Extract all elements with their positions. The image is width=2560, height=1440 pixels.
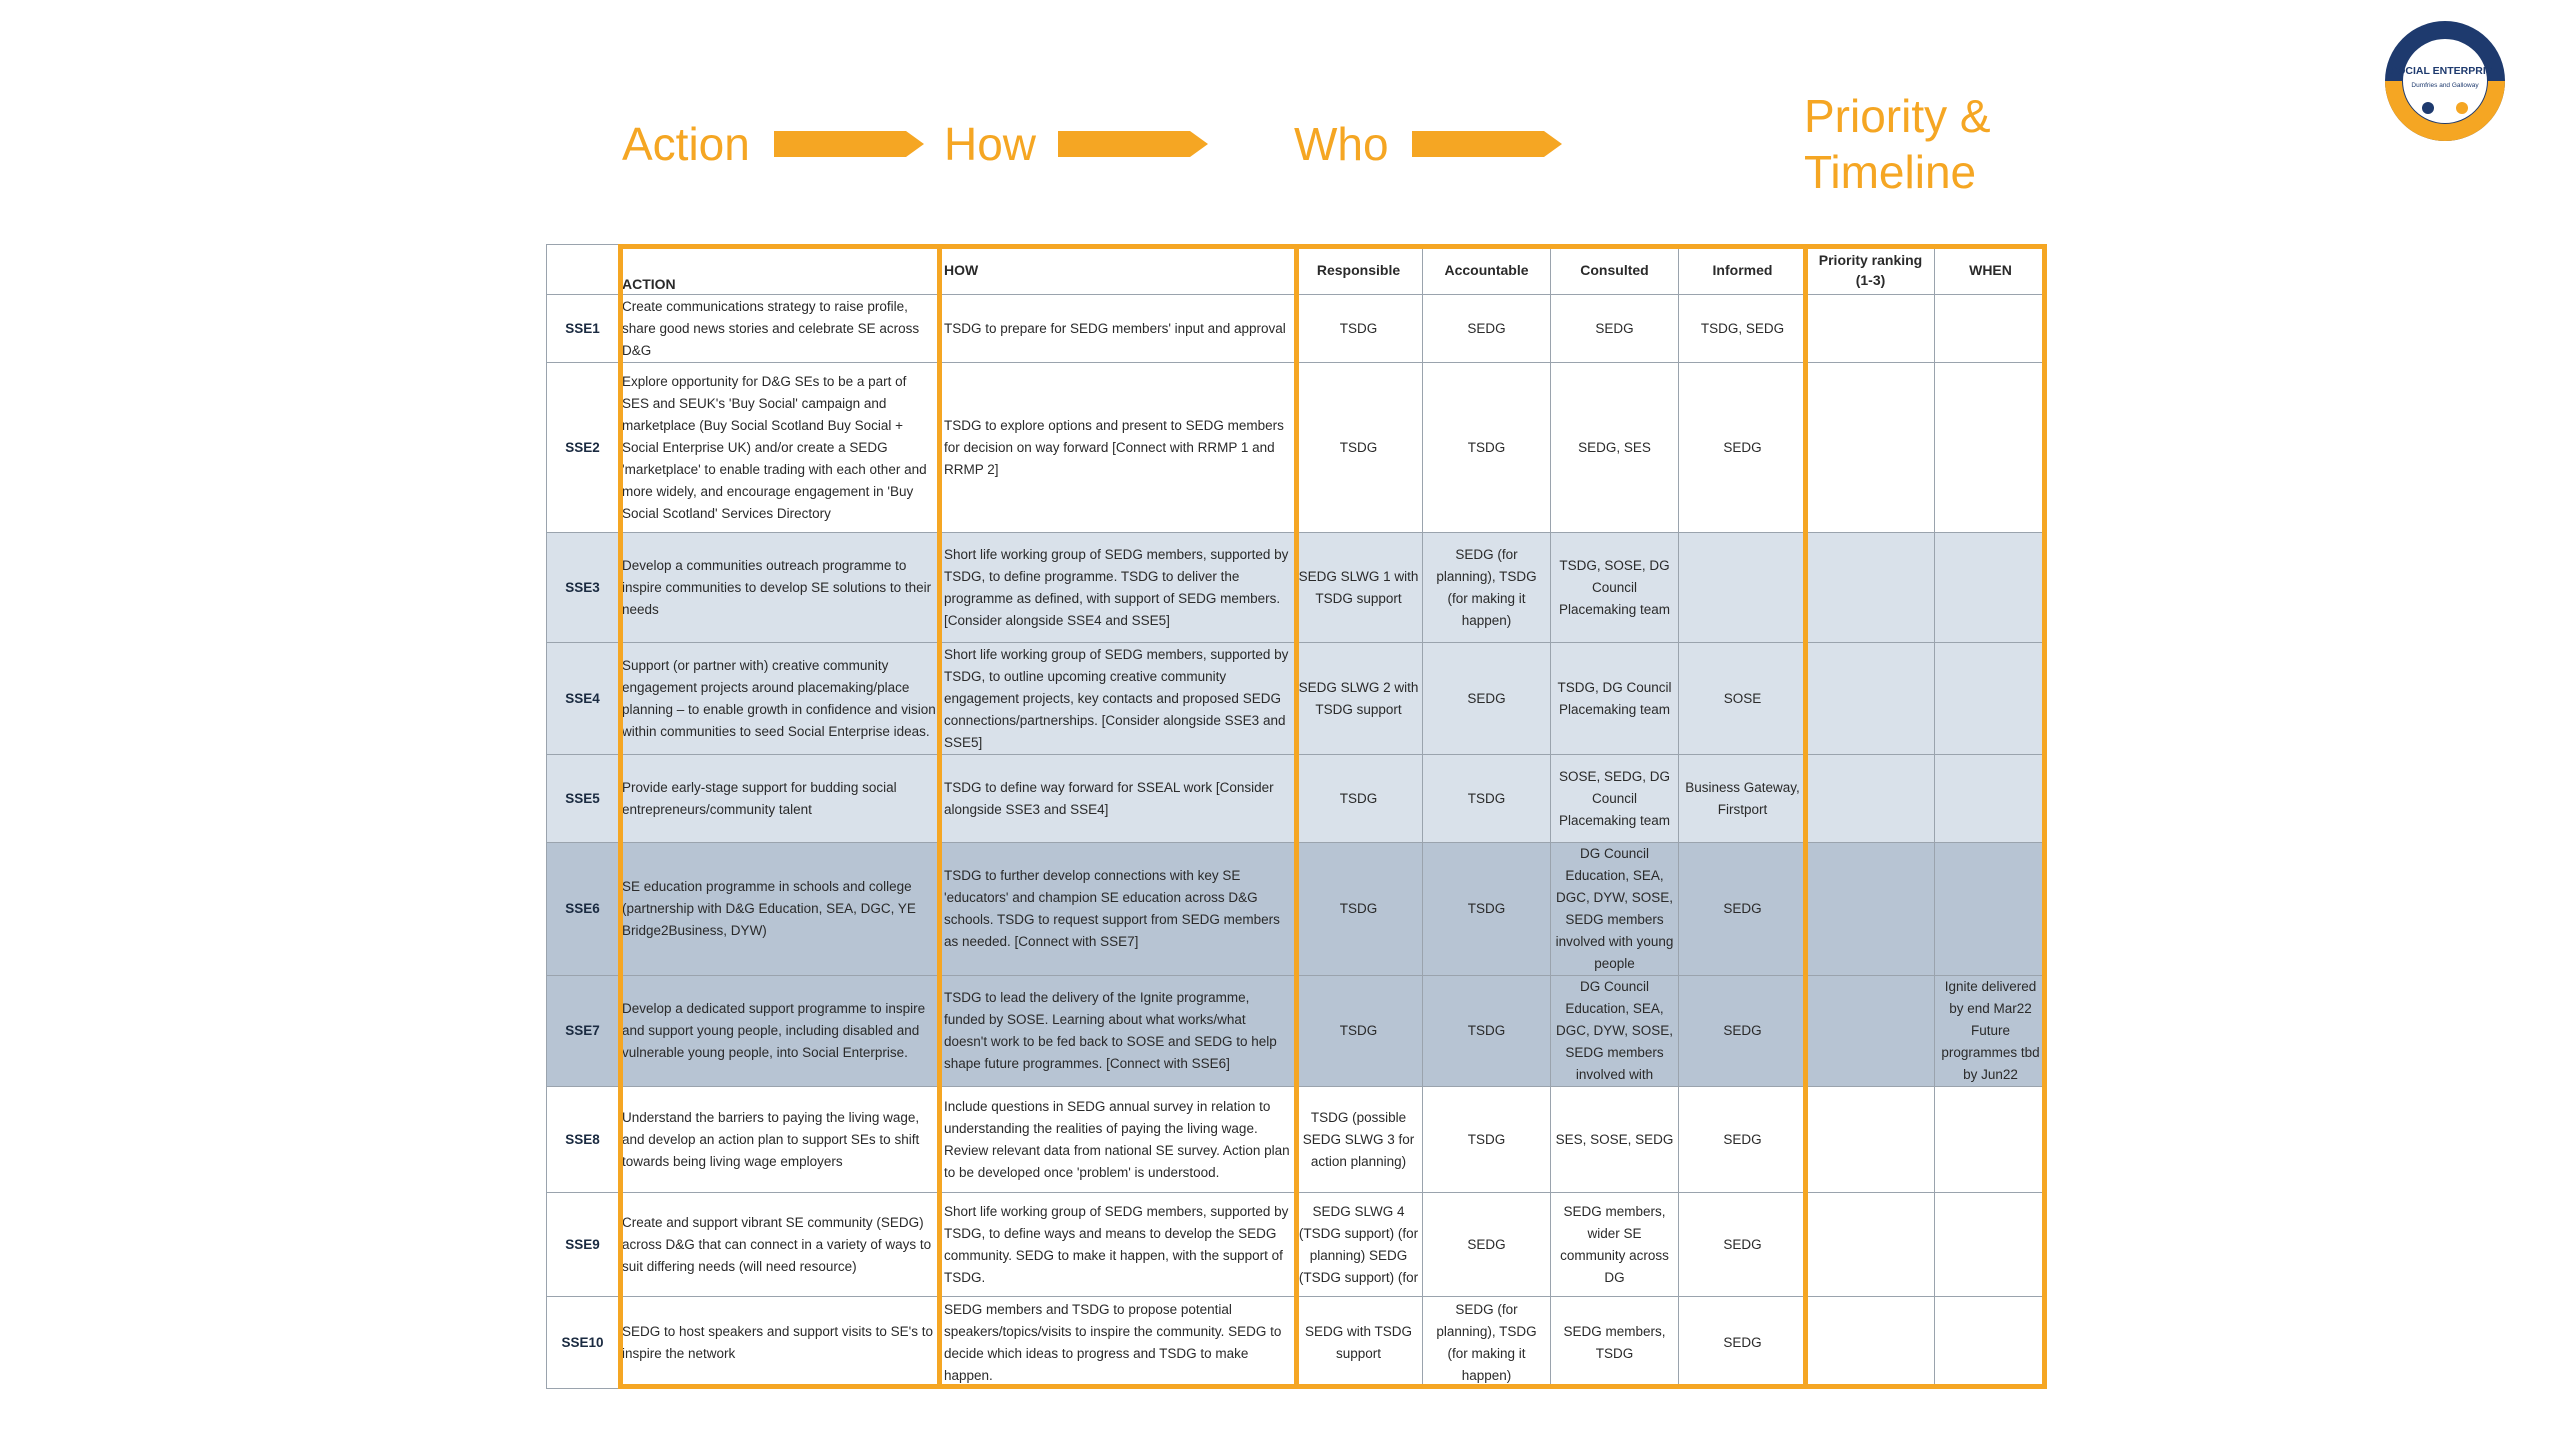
consulted-cell: DG Council Education, SEA, DGC, DYW, SOSE, SEDG members involved with xyxy=(1551,976,1679,1087)
how-cell: SEDG members and TSDG to propose potential speakers/topics/visits to inspire the community. SEDG to decide which ideas to progress and TSDG to make happen. xyxy=(941,1297,1295,1389)
table-row xyxy=(547,976,2047,1087)
responsible-cell: TSDG xyxy=(1295,363,1423,533)
row-id: SSE2 xyxy=(547,363,619,533)
when-cell xyxy=(1935,1193,2047,1297)
responsible-cell: SEDG SLWG 1 with TSDG support xyxy=(1295,533,1423,643)
when-cell xyxy=(1935,295,2047,363)
when-cell xyxy=(1935,755,2047,843)
priority-cell xyxy=(1807,363,1935,533)
col-header-priority: Priority ranking (1-3) xyxy=(1807,245,1935,295)
accountable-cell: SEDG (for planning), TSDG (for making it happen) xyxy=(1423,1297,1551,1389)
action-plan-table xyxy=(546,244,2047,1389)
table-row xyxy=(547,1193,2047,1297)
responsible-cell: TSDG (possible SEDG SLWG 3 for action planning) xyxy=(1295,1087,1423,1193)
row-id: SSE10 xyxy=(547,1297,619,1389)
table-header-row xyxy=(547,245,2047,295)
accountable-cell: SEDG xyxy=(1423,643,1551,755)
arrow-right-icon xyxy=(1058,127,1210,161)
table-row xyxy=(547,843,2047,976)
table-row xyxy=(547,363,2047,533)
how-cell: Short life working group of SEDG members, supported by TSDG, to outline upcoming creative community engagement projects, key contacts and proposed SEDG connections/partnerships. [Consider alongside SSE3 and SSE5] xyxy=(941,643,1295,755)
consulted-cell: SOSE, SEDG, DG Council Placemaking team xyxy=(1551,755,1679,843)
action-cell: Support (or partner with) creative community engagement projects around placemaking/place planning – to enable growth in confidence and vision within communities to seed Social Enterprise ideas. xyxy=(619,643,941,755)
informed-cell: Business Gateway, Firstport xyxy=(1679,755,1807,843)
row-id: SSE9 xyxy=(547,1193,619,1297)
informed-cell: SEDG xyxy=(1679,976,1807,1087)
col-header-consulted: Consulted xyxy=(1551,245,1679,295)
col-header-accountable: Accountable xyxy=(1423,245,1551,295)
consulted-cell: SES, SOSE, SEDG xyxy=(1551,1087,1679,1193)
action-cell: SE education programme in schools and college (partnership with D&G Education, SEA, DGC, YE Bridge2Business, DYW) xyxy=(619,843,941,976)
row-id: SSE6 xyxy=(547,843,619,976)
priority-cell xyxy=(1807,533,1935,643)
informed-cell: TSDG, SEDG xyxy=(1679,295,1807,363)
informed-cell: SEDG xyxy=(1679,843,1807,976)
table-row xyxy=(547,295,2047,363)
col-header-informed: Informed xyxy=(1679,245,1807,295)
logo-text-line1: SOCIAL ENTERPRISE xyxy=(2390,65,2500,77)
how-cell: Include questions in SEDG annual survey in relation to understanding the realities of paying the living wage. Review relevant data from national SE survey. Action plan to be developed once 'problem' is understood. xyxy=(941,1087,1295,1193)
accountable-cell: SEDG xyxy=(1423,1193,1551,1297)
row-id: SSE7 xyxy=(547,976,619,1087)
table-row xyxy=(547,1087,2047,1193)
row-id: SSE1 xyxy=(547,295,619,363)
priority-cell xyxy=(1807,976,1935,1087)
row-id: SSE4 xyxy=(547,643,619,755)
informed-cell: SEDG xyxy=(1679,363,1807,533)
accountable-cell: TSDG xyxy=(1423,1087,1551,1193)
header-priority-line2: Timeline xyxy=(1804,146,1977,198)
accountable-cell: TSDG xyxy=(1423,843,1551,976)
action-cell: Explore opportunity for D&G SEs to be a part of SES and SEUK's 'Buy Social' campaign and marketplace (Buy Social Scotland Buy Social + Social Enterprise UK) and/or create a SEDG 'marketplace' to enable trading with each other and more widely, and encourage engagement in 'Buy Social Scotland' Services Directory xyxy=(619,363,941,533)
priority-cell xyxy=(1807,1087,1935,1193)
responsible-cell: TSDG xyxy=(1295,295,1423,363)
when-cell xyxy=(1935,533,2047,643)
informed-cell: SEDG xyxy=(1679,1297,1807,1389)
social-enterprise-logo xyxy=(2380,16,2510,146)
header-who: Who xyxy=(1294,118,1389,170)
responsible-cell: SEDG SLWG 2 with TSDG support xyxy=(1295,643,1423,755)
consulted-cell: SEDG members, TSDG xyxy=(1551,1297,1679,1389)
accountable-cell: SEDG xyxy=(1423,295,1551,363)
logo-text-line2: Dumfries and Galloway xyxy=(2411,82,2479,89)
how-cell: Short life working group of SEDG members, supported by TSDG, to define programme. TSDG to deliver the programme as defined, with support of SEDG members. [Consider alongside SSE4 and SSE5] xyxy=(941,533,1295,643)
table-row xyxy=(547,643,2047,755)
action-cell: Develop a communities outreach programme to inspire communities to develop SE solutions to their needs xyxy=(619,533,941,643)
accountable-cell: TSDG xyxy=(1423,976,1551,1087)
consulted-cell: SEDG xyxy=(1551,295,1679,363)
col-header-responsible: Responsible xyxy=(1295,245,1423,295)
when-cell xyxy=(1935,643,2047,755)
priority-cell xyxy=(1807,1297,1935,1389)
row-id: SSE5 xyxy=(547,755,619,843)
responsible-cell: SEDG SLWG 4 (TSDG support) (for planning) SEDG (TSDG support) (for xyxy=(1295,1193,1423,1297)
informed-cell xyxy=(1679,533,1807,643)
informed-cell: SEDG xyxy=(1679,1193,1807,1297)
when-cell: Ignite delivered by end Mar22 Future programmes tbd by Jun22 xyxy=(1935,976,2047,1087)
when-cell xyxy=(1935,1297,2047,1389)
consulted-cell: SEDG members, wider SE community across DG xyxy=(1551,1193,1679,1297)
row-id: SSE8 xyxy=(547,1087,619,1193)
col-header-how: HOW xyxy=(941,245,1295,295)
how-cell: TSDG to further develop connections with key SE 'educators' and champion SE education across D&G schools. TSDG to request support from SEDG members as needed. [Connect with SSE7] xyxy=(941,843,1295,976)
priority-cell xyxy=(1807,755,1935,843)
consulted-cell: TSDG, SOSE, DG Council Placemaking team xyxy=(1551,533,1679,643)
action-cell: Develop a dedicated support programme to inspire and support young people, including disabled and vulnerable young people, into Social Enterprise. xyxy=(619,976,941,1087)
how-cell: TSDG to prepare for SEDG members' input and approval xyxy=(941,295,1295,363)
action-cell: Create communications strategy to raise profile, share good news stories and celebrate SE across D&G xyxy=(619,295,941,363)
accountable-cell: TSDG xyxy=(1423,363,1551,533)
header-how: How xyxy=(944,118,1037,170)
responsible-cell: TSDG xyxy=(1295,976,1423,1087)
how-cell: TSDG to define way forward for SSEAL work [Consider alongside SSE3 and SSE4] xyxy=(941,755,1295,843)
col-header-when: WHEN xyxy=(1935,245,2047,295)
action-cell: Create and support vibrant SE community (SEDG) across D&G that can connect in a variety of ways to suit differing needs (will need resource) xyxy=(619,1193,941,1297)
consulted-cell: SEDG, SES xyxy=(1551,363,1679,533)
responsible-cell: TSDG xyxy=(1295,843,1423,976)
row-id: SSE3 xyxy=(547,533,619,643)
priority-cell xyxy=(1807,295,1935,363)
table-row xyxy=(547,755,2047,843)
when-cell xyxy=(1935,1087,2047,1193)
consulted-cell: TSDG, DG Council Placemaking team xyxy=(1551,643,1679,755)
action-cell: Understand the barriers to paying the living wage, and develop an action plan to support SEs to shift towards being living wage employers xyxy=(619,1087,941,1193)
action-cell: Provide early-stage support for budding social entrepreneurs/community talent xyxy=(619,755,941,843)
accountable-cell: TSDG xyxy=(1423,755,1551,843)
when-cell xyxy=(1935,363,2047,533)
table-row xyxy=(547,533,2047,643)
how-cell: TSDG to lead the delivery of the Ignite programme, funded by SOSE. Learning about what works/what doesn't work to be fed back to SOSE and SEDG to help shape future programmes. [Connect with SSE6] xyxy=(941,976,1295,1087)
table-row xyxy=(547,1297,2047,1389)
when-cell xyxy=(1935,843,2047,976)
priority-cell xyxy=(1807,1193,1935,1297)
responsible-cell: SEDG with TSDG support xyxy=(1295,1297,1423,1389)
col-header-id xyxy=(547,245,619,295)
action-cell: SEDG to host speakers and support visits to SE's to inspire the network xyxy=(619,1297,941,1389)
arrow-right-icon xyxy=(1412,127,1564,161)
header-priority-timeline xyxy=(1804,88,1991,200)
how-cell: Short life working group of SEDG members, supported by TSDG, to define ways and means to develop the SEDG community. SEDG to make it happen, with the support of TSDG. xyxy=(941,1193,1295,1297)
responsible-cell: TSDG xyxy=(1295,755,1423,843)
informed-cell: SEDG xyxy=(1679,1087,1807,1193)
how-cell: TSDG to explore options and present to SEDG members for decision on way forward [Connect with RRMP 1 and RRMP 2] xyxy=(941,363,1295,533)
accountable-cell: SEDG (for planning), TSDG (for making it happen) xyxy=(1423,533,1551,643)
priority-cell xyxy=(1807,643,1935,755)
priority-cell xyxy=(1807,843,1935,976)
consulted-cell: DG Council Education, SEA, DGC, DYW, SOSE, SEDG members involved with young people xyxy=(1551,843,1679,976)
informed-cell: SOSE xyxy=(1679,643,1807,755)
header-priority-line1: Priority & xyxy=(1804,90,1991,142)
arrow-right-icon xyxy=(774,127,926,161)
header-action: Action xyxy=(622,118,750,170)
col-header-action: ACTION xyxy=(619,245,941,295)
